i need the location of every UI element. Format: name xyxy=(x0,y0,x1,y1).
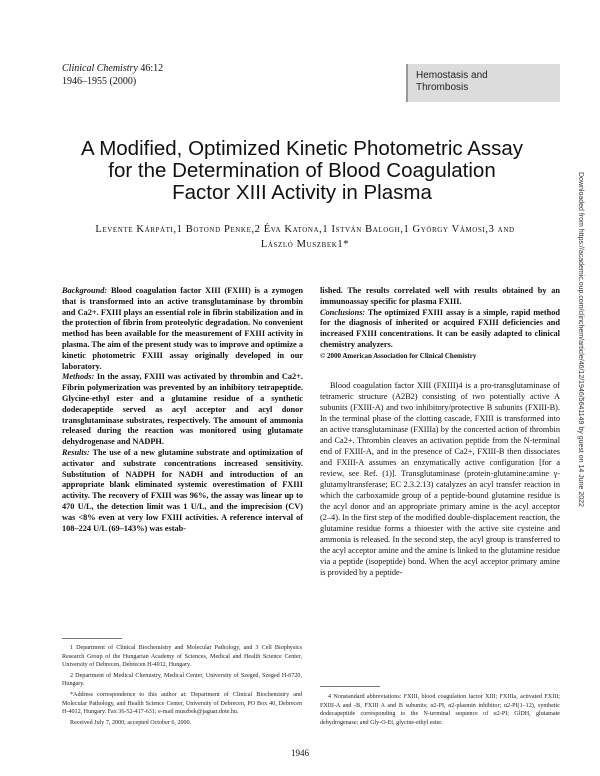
footnote-received: Received July 7, 2000; accepted October 6, 2000. xyxy=(70,719,192,726)
abstract-left-column xyxy=(62,286,303,534)
title-line1: A Modified, Optimized Kinetic Photometric Assay xyxy=(80,137,524,160)
footnote-abbreviations xyxy=(320,693,560,729)
article-title xyxy=(40,138,564,204)
journal-volume: 46:12 xyxy=(140,63,164,74)
footnote-correspondence: *Address correspondence to this author at: Department of Clinical Biochemistry and Molecular Pathology, and Health Science Center, University of Debrecen, PO Box 40, Debrecen H-4012, Hungary. Fax 36-52-417-631; e-mail muszbek@jaguar.dote.hu. xyxy=(62,691,302,716)
title-line2: for the Determination of Blood Coagulation xyxy=(108,159,496,182)
authors-line2: László Muszbek1* xyxy=(260,239,350,250)
footnote-divider-right xyxy=(320,686,380,687)
body-text xyxy=(320,380,560,578)
results-label: Results: xyxy=(62,447,90,457)
journal-name: Clinical Chemistry xyxy=(62,63,138,74)
footnote-affiliation-1: 1 Department of Clinical Biochemistry and Molecular Pathology, and 3 Cell Biophysics Research Group of the Hungarian Academy of Sciences, Medical and Health Science Center, University of Debrecen, Debrecen H-4012, Hungary. xyxy=(62,645,302,669)
download-watermark-text: Downloaded from https://academic.oup.com/clinchem/article/46/12/1946/5641149 by guest on 14 June 2022 xyxy=(577,172,584,507)
footnote-affiliation-2: 2 Department of Medical Chemistry, Medical Center, University of Szeged, Szeged H-6720, Hungary. xyxy=(62,672,302,688)
background-label: Background: xyxy=(62,286,108,295)
footnotes-left xyxy=(62,644,302,729)
conclusions-label: Conclusions: xyxy=(320,307,366,317)
section-label-line2: Thrombosis xyxy=(416,82,469,93)
authors-line1: Levente Kárpáti,1 Botond Penke,2 Éva Katona,1 István Balogh,1 György Vámosi,3 and xyxy=(95,224,515,235)
results-continuation: lished. The results correlated well with results obtained by an immunoassay specific for plasma FXIII. xyxy=(320,286,560,306)
footnote-divider-left xyxy=(62,638,122,639)
methods-text: In the assay, FXIII was activated by thrombin and Ca2+. Fibrin polymerization was prevented by an inhibitory tetrapeptide. Glycine-ethyl ester and a glutamine residue of a synthetic dodecapeptide served as acyl acceptor and acyl donor transglutaminase substrates, respectively. The amount of ammonia released during the reaction was monitored using glutamate dehydrogenase and NADPH. xyxy=(62,372,303,447)
methods-label: Methods: xyxy=(62,372,95,382)
conclusions-text: The optimized FXIII assay is a simple, rapid method for the diagnosis of inherited or acquired FXIII deficiencies and increased FXIII concentrations. It can be easily adapted to clinical chemistry analyzers. xyxy=(320,307,560,349)
download-watermark xyxy=(574,172,586,612)
footnote-abbreviations-text: 4 Nonstandard abbreviations: FXIII, blood coagulation factor XIII; FXIIIa, activated FXIII; FXIII-A and -B, FXIII A and B subunits; α2-PI, α2-plasmin inhibitor; α2-PI(1–12), synthetic dodecapeptide corresponding to the N-terminal sequence of α2-PI; GlDH, glutamate dehydrogenase; and Gly-O-Et, glycine-ethyl ester. xyxy=(320,694,560,726)
journal-citation xyxy=(62,62,163,88)
section-label-line1: Hemostasis and xyxy=(416,70,488,81)
section-label-box xyxy=(406,64,560,102)
background-text: Blood coagulation factor XIII (FXIII) is a zymogen that is transformed into an active transglutaminase by thrombin and Ca2+. FXIII plays an essential role in fibrin stabilization and in the protection of fibrin from proteolytic degradation. No convenient method has been available for the measurement of FXIII activity in plasma. The aim of the present study was to improve and optimize a kinetic photometric FXIII assay originally developed in our laboratory. xyxy=(62,286,304,371)
title-line3: Factor XIII Activity in Plasma xyxy=(172,181,432,204)
abstract-right-column xyxy=(320,286,560,362)
intro-paragraph: Blood coagulation factor XIII (FXIII)4 is a pro-transglutaminase of tetrameric structure (A2B2) consisting of two potentially active A subunits (FXIII-A) and two inhibitory/protective B subunits (FXIII-B). In the terminal phase of the clotting cascade, FXIII is transformed into an active transglutaminase (FXIIIa) by the concerted action of thrombin and Ca2+. Thrombin cleaves an activation peptide from the N-terminal end of FXIII-A, and in the presence of Ca2+, FXIII-B then dissociates and FXIII-A assumes an enzymatically active configuration [for a review, see Ref. (1)]. Transglutaminase (protein-glutamine:amine γ-glutamyltransferase; EC 2.3.2.13) catalyzes an acyl transfer reaction in which the carboxamide group of a peptide-bound glutamine residue is the acyl donor and an appropriate primary amine is the acyl acceptor (2–4). In the first step of the modified double-displacement reaction, the glutamine residue forms a thioester with the active site cysteine and ammonia is released. In the second step, the acyl group is transferred to the acyl acceptor amine and the amine is linked to the glutamine residue via a peptide (isopeptide) bond. When the acyl acceptor primary amine is provided by a peptide- xyxy=(320,381,560,577)
author-list xyxy=(52,222,558,252)
results-text: The use of a new glutamine substrate and optimization of activator and substrate concentrations increased sensitivity. Substitution of NADPH for NADH and introduction of an appropriate blank eliminated systemic overestimation of FXIII activity. The recovery of FXIII was 96%, the assay was linear up to 470 U/L, the detection limit was 1 U/L, and the imprecision (CV) was <8% even at very low FXIII activities. A reference interval of 108–224 U/L (69–143%) was estab- xyxy=(62,447,303,533)
page-number: 1946 xyxy=(291,748,309,758)
copyright-line: © 2000 American Association for Clinical Chemistry xyxy=(320,351,477,360)
journal-pages-year: 1946–1955 (2000) xyxy=(62,76,137,87)
